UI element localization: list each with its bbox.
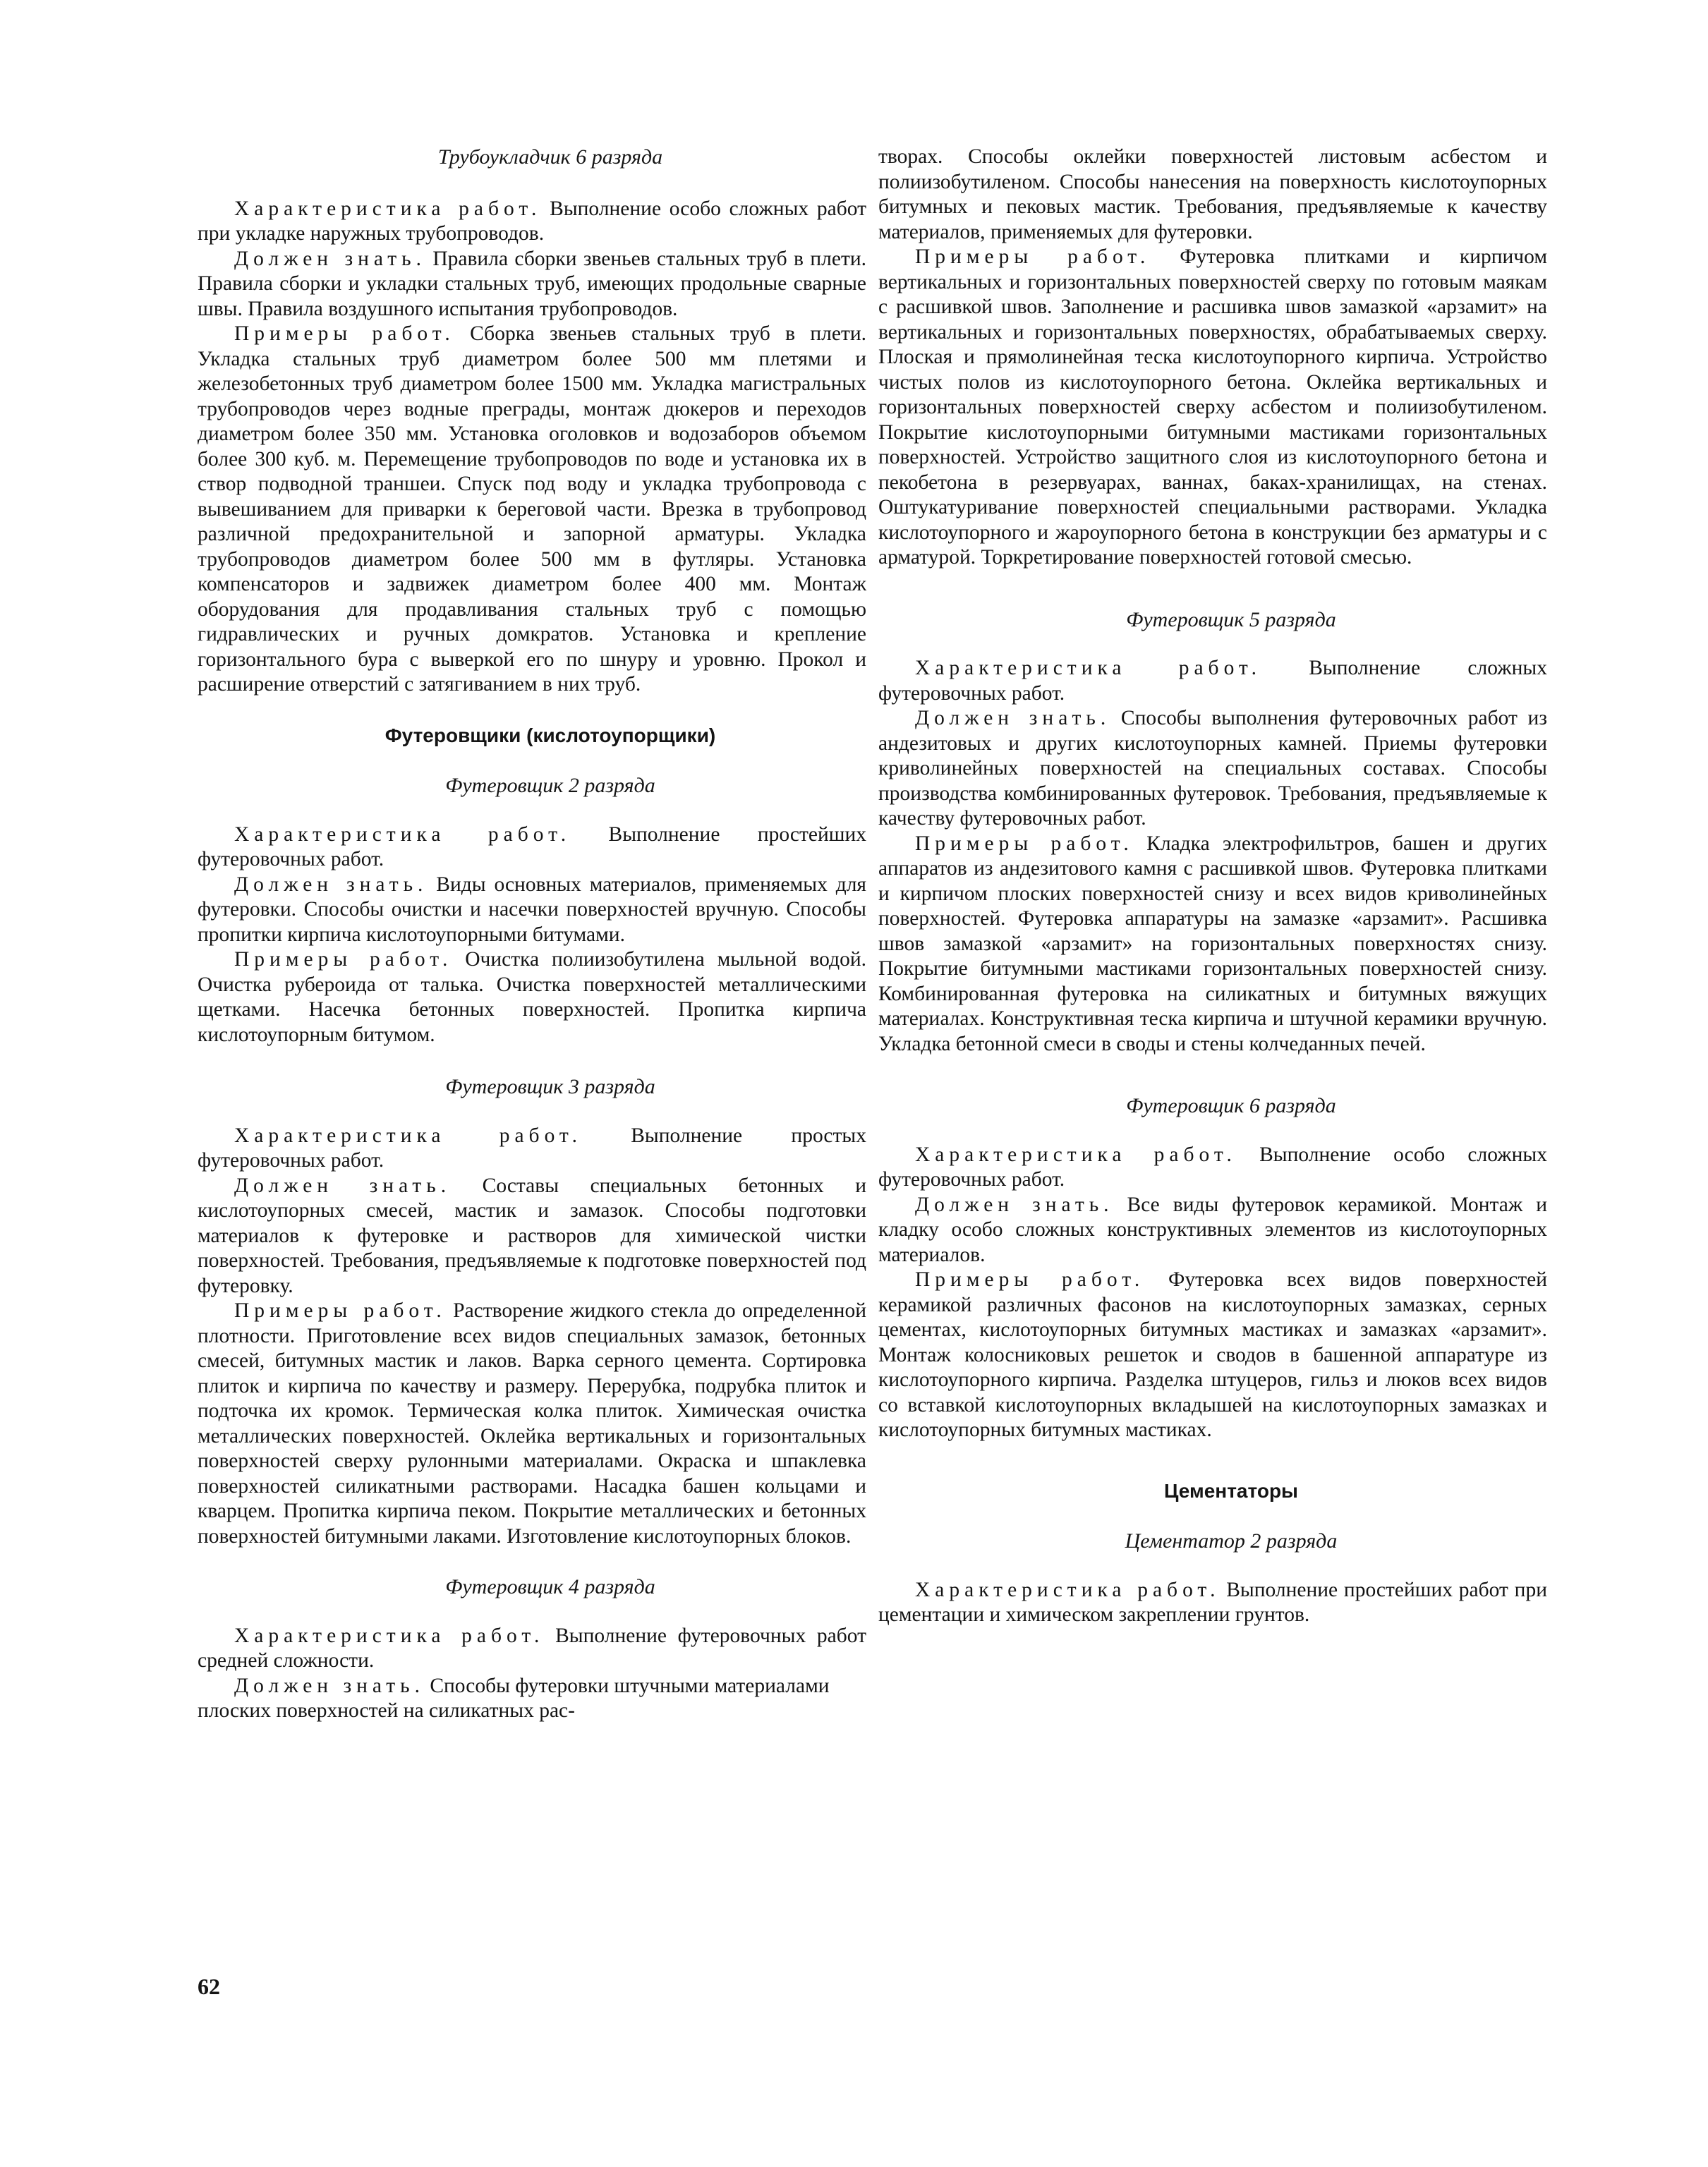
lead-phrase: Примеры работ. [915, 1268, 1145, 1291]
paragraph-text: Выполнение простых футеровочных работ. [198, 1124, 866, 1172]
paragraph [198, 247, 866, 322]
paragraph [198, 197, 866, 247]
lead-phrase: Характеристика работ. [234, 1124, 582, 1147]
paragraph-text: Виды основных материалов, применяемых для футеровки. Способы очистки и насечки поверхностей вручную. Способы пропитки кирпича кислотоупорными битумами. [198, 873, 866, 946]
right-column [878, 145, 1547, 1628]
paragraph-text: Способы выполнения футеровочных работ из андезитовых и других кислотоупорных камней. Приемы футеровки криволинейных поверхностей на специальных составах. Способы производства комбинированных футеровок. Требования, предъявляемые к качеству футеровочных работ. [878, 707, 1547, 830]
paragraph-text: Выполнение особо сложных работ при укладке наружных трубопроводов. [198, 197, 866, 245]
lead-phrase: Должен знать. [915, 1193, 1114, 1216]
heading-cementer-2: Цементатор 2 разряда [1125, 1529, 1338, 1553]
paragraph-text: Выполнение футеровочных работ средней сложности. [198, 1624, 866, 1672]
section-heading-liners: Футеровщики (кислотоупорщики) [384, 724, 716, 746]
heading-pipelayer-6: Трубоукладчик 6 разряда [437, 145, 663, 169]
lead-phrase: Должен знать. [234, 873, 428, 896]
paragraph-text: Растворение жидкого стекла до определенной плотности. Приготовление всех видов специальных замазок, бетонных смесей, битумных мастик и лаков. Варка серного цемента. Сортировка плиток и кирпича по качеству и размеру. Перерубка, подрубка плиток и подточка их кромок. Термическая колка плиток. Химическая очистка металлических поверхностей. Оклейка вертикальных и горизонтальных поверхностей сверху рулонными материалами. Окраска и шпаклевка поверхностей силикатными растворами. Насадка башен кольцами и кварцем. Пропитка кирпича пеком. Покрытие металлических и бетонных поверхностей битумными лаками. Изготовление кислотоупорных блоков. [198, 1299, 867, 1548]
paragraph [878, 1143, 1547, 1193]
paragraph-continued: творах. Способы оклейки поверхностей листовым асбестом и полиизобутиленом. Способы нанесения на поверхность кислотоупорных битумных и пековых мастик. Требования, предъявляемые к качеству материалов, применяемых для футеровки. [878, 145, 1547, 243]
paragraph [878, 1193, 1547, 1268]
lead-phrase: Примеры работ. [234, 948, 453, 971]
paragraph-text: Выполнение простейших работ при цементации и химическом закреплении грунтов. [878, 1578, 1547, 1626]
paragraph-text: Все виды футеровок керамикой. Монтаж и кладку особо сложных конструктивных элементов из кислотоупорных материалов. [878, 1193, 1547, 1266]
lead-phrase: Характеристика работ. [915, 657, 1261, 679]
paragraph-text: Выполнение сложных футеровочных работ. [878, 657, 1547, 705]
page-number: 62 [198, 1974, 220, 1999]
paragraph [878, 832, 1547, 1057]
paragraph [878, 1268, 1547, 1443]
paragraph [198, 947, 866, 1048]
heading-liner-3: Футеровщик 3 разряда [445, 1075, 655, 1098]
paragraph [198, 823, 866, 873]
heading-liner-4: Футеровщик 4 разряда [445, 1575, 655, 1598]
paragraph [878, 656, 1547, 706]
paragraph-text: Футеровка плитками и кирпичом вертикальных и горизонтальных поверхностей сверху по готовым маякам с расшивкой швов. Заполнение и расшивка швов замазкой «арзамит» на вертикальных и горизонтальных поверхностях, обрабатываемых сверху. Плоская и прямолинейная теска кислотоупорного кирпича. Устройство чистых полов из кислотоупорного бетона. Оклейка вертикальных и горизонтальных поверхностей сверху асбестом и полиизобутиленом. Покрытие кислотоупорными битумными мастиками горизонтальных поверхностей. Устройство защитного слоя из кислотоупорного бетона и пекобетона в резервуарах, ваннах, баках-хранилищах, на стенах. Оштукатуривание поверхностей специальными растворами. Укладка кислотоупорного и жароупорного бетона в конструкции без арматуры и с арматурой. Торкретирование поверхностей готовой смесью. [878, 245, 1548, 569]
lead-phrase: Характеристика работ. [915, 1578, 1221, 1601]
paragraph [198, 1299, 866, 1549]
heading-liner-2: Футеровщик 2 разряда [445, 774, 655, 797]
paragraph [878, 245, 1547, 571]
paragraph-text: Способы футеровки штучными материалами плоских поверхностей на силикатных рас- [198, 1674, 830, 1722]
lead-phrase: Должен знать. [234, 1174, 452, 1197]
paragraph-text: Очистка полиизобутилена мыльной водой. Очистка рубероида от талька. Очистка поверхностей металлическими щетками. Насечка бетонных поверхностей. Пропитка кирпича кислотоупорным битумом. [198, 948, 866, 1046]
lead-phrase: Характеристика работ. [234, 823, 571, 846]
lead-phrase: Характеристика работ. [915, 1143, 1237, 1166]
lead-phrase: Примеры работ. [915, 245, 1151, 268]
heading-liner-5: Футеровщик 5 разряда [1126, 607, 1336, 631]
lead-phrase: Характеристика работ. [234, 1624, 545, 1647]
lead-phrase: Должен знать. [915, 707, 1111, 729]
paragraph [198, 1624, 866, 1674]
paragraph-text: Правила сборки звеньев стальных труб в плети. Правила сборки и укладки стальных труб, имеющих продольные сварные швы. Правила воздушного испытания трубопроводов. [198, 247, 867, 320]
paragraph [198, 322, 866, 698]
lead-phrase: Примеры работ. [234, 1299, 447, 1322]
paragraph [198, 1124, 866, 1174]
paragraph [198, 1674, 866, 1724]
paragraph-text: Сборка звеньев стальных труб в плети. Укладка стальных труб диаметром более 500 мм плетями и железобетонных труб диаметром более 1500 мм. Укладка магистральных трубопроводов через водные преграды, монтаж дюкеров и переходов диаметром более 350 мм. Установка оголовков и водозаборов объемом более 300 куб. м. Перемещение трубопроводов по воде и установка их в створ подводной траншеи. Спуск под воду и укладка трубопровода с вывешиванием для приварки к береговой части. Врезка в трубопровод различной предохранительной и запорной арматуры. Укладка трубопроводов диаметром более 500 мм в футляры. Установка компенсаторов и задвижек диаметром более 400 мм. Монтаж оборудования для продавливания стальных труб с помощью гидравлических и ручных домкратов. Установка и крепление горизонтального бура с выверкой его по шнуру и уровню. Прокол и расширение отверстий с затягиванием в них труб. [198, 322, 867, 696]
lead-phrase: Должен знать. [234, 1674, 425, 1697]
paragraph-text: Футеровка всех видов поверхностей керамикой различных фасонов на кислотоупорных замазках, серных цементах, кислотоупорных битумных мастиках и замазках «арзамит». Монтаж колосниковых решеток и сводов в башенной аппаратуре из кислотоупорного кирпича. Разделка штуцеров, гильз и люков всех видов со вставкой кислотоупорных вкладышей на кислотоупорных замазках и кислотоупорных битумных мастиках. [878, 1268, 1548, 1441]
lead-phrase: Должен знать. [234, 247, 426, 270]
paragraph [878, 1578, 1547, 1628]
paragraph-text: Составы специальных бетонных и кислотоупорных смесей, мастик и замазок. Способы подготовки материалов к футеровке и растворов для химической чистки поверхностей. Требования, предъявляемые к подготовке поверхностей под футеровку. [198, 1174, 866, 1297]
section-heading-cementers: Цементаторы [1164, 1479, 1298, 1502]
paragraph [198, 873, 866, 948]
paragraph-text: Выполнение простейших футеровочных работ. [198, 823, 866, 870]
lead-phrase: Характеристика работ. [234, 197, 542, 220]
lead-phrase: Примеры работ. [915, 832, 1134, 855]
lead-phrase: Примеры работ. [234, 322, 455, 345]
paragraph [198, 1174, 866, 1299]
left-column [198, 145, 866, 1724]
paragraph-text: Выполнение особо сложных футеровочных работ. [878, 1143, 1547, 1191]
heading-liner-6: Футеровщик 6 разряда [1126, 1094, 1336, 1117]
paragraph [878, 706, 1547, 832]
paragraph-text: Кладка электрофильтров, башен и других аппаратов из андезитового камня с расшивкой швов. Футеровка плитками и кирпичом плоских поверхностей снизу и всех видов криволинейных поверхностей. Футеровка аппаратуры на замазке «арзамит». Расшивка швов замазкой «арзамит» на горизонтальных поверхностях снизу. Покрытие битумными мастиками горизонтальных поверхностей снизу. Комбинированная футеровка на силикатных и битумных вяжущих материалах. Конструктивная теска кирпича и штучной керамики вручную. Укладка бетонной смеси в своды и стены колчеданных печей. [878, 832, 1548, 1055]
